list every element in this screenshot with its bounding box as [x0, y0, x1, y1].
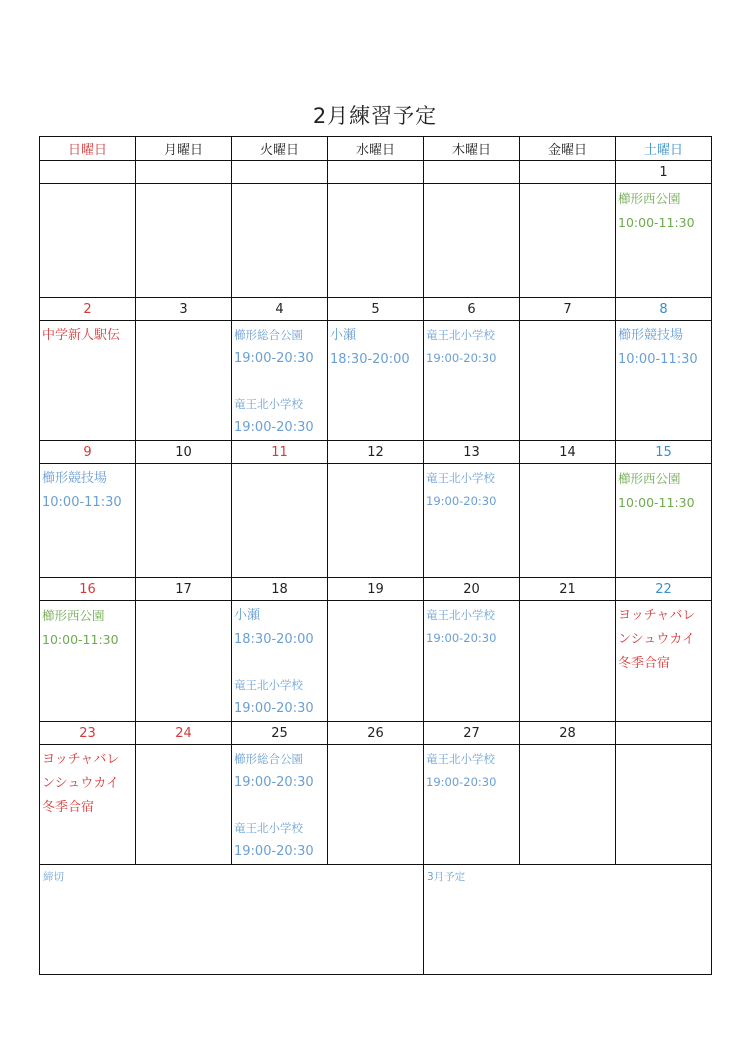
event-cell — [232, 601, 328, 722]
event-cell — [520, 321, 616, 441]
event-cell — [424, 321, 520, 441]
event-time: 19:00-20:30 — [426, 631, 497, 645]
date-cell: 8 — [616, 298, 712, 321]
event-cell — [424, 745, 520, 865]
event-cell — [616, 745, 712, 865]
date-cell: 5 — [328, 298, 424, 321]
event-row — [40, 464, 712, 578]
date-row — [40, 161, 712, 184]
date-cell: 18 — [232, 578, 328, 601]
date-row — [40, 722, 712, 745]
deadline-label: 締切 — [43, 871, 64, 883]
event-time: 10:00-11:30 — [42, 495, 122, 510]
date-cell: 9 — [40, 441, 136, 464]
date-cell: 16 — [40, 578, 136, 601]
event-location: 竜王北小学校 — [234, 821, 303, 835]
event-cell — [232, 745, 328, 865]
date-cell: 21 — [520, 578, 616, 601]
event-cell — [328, 601, 424, 722]
event-location: 竜王北小学校 — [234, 397, 303, 411]
event-cell — [136, 464, 232, 578]
event-cell — [520, 745, 616, 865]
event-cell — [424, 464, 520, 578]
event-cell — [232, 184, 328, 298]
event-time: 10:00-11:30 — [618, 215, 695, 230]
date-cell: 19 — [328, 578, 424, 601]
date-cell: 24 — [136, 722, 232, 745]
event-time: 10:00-11:30 — [618, 495, 695, 510]
date-cell: 15 — [616, 441, 712, 464]
event-time: 19:00-20:30 — [234, 701, 314, 716]
weekday-saturday: 土曜日 — [616, 137, 712, 161]
event-cell — [424, 601, 520, 722]
event-cell — [40, 184, 136, 298]
weekday-thursday: 木曜日 — [424, 137, 520, 161]
date-cell — [616, 722, 712, 745]
next-month-label: 3月予定 — [427, 871, 466, 883]
event-location: 櫛形西公園 — [618, 471, 681, 486]
date-cell: 17 — [136, 578, 232, 601]
date-cell: 3 — [136, 298, 232, 321]
weekday-sunday: 日曜日 — [40, 137, 136, 161]
event-cell — [232, 321, 328, 441]
event-cell — [40, 321, 136, 441]
next-month-box — [424, 865, 712, 975]
event-cell — [40, 464, 136, 578]
date-cell: 14 — [520, 441, 616, 464]
weekday-wednesday: 水曜日 — [328, 137, 424, 161]
event-location: 竜王北小学校 — [426, 608, 495, 622]
event-location: 小瀬 — [330, 328, 357, 343]
date-cell: 1 — [616, 161, 712, 184]
event-location: 櫛形競技場 — [618, 328, 684, 343]
date-cell: 22 — [616, 578, 712, 601]
event-time: 19:00-20:30 — [234, 844, 314, 859]
deadline-box — [40, 865, 424, 975]
event-location: 竜王北小学校 — [234, 678, 303, 692]
event-cell — [232, 464, 328, 578]
event-cell — [40, 601, 136, 722]
page-title: 2月練習予定 — [312, 104, 438, 128]
event-location: 竜王北小学校 — [426, 328, 495, 342]
calendar-table — [39, 136, 712, 975]
footer-row — [40, 865, 712, 975]
event-cell — [616, 601, 712, 722]
date-cell: 13 — [424, 441, 520, 464]
event-cell — [328, 464, 424, 578]
date-cell: 20 — [424, 578, 520, 601]
date-cell: 23 — [40, 722, 136, 745]
event-cell — [616, 321, 712, 441]
date-cell: 25 — [232, 722, 328, 745]
event-location: 櫛形競技場 — [42, 471, 108, 486]
date-cell: 10 — [136, 441, 232, 464]
date-row — [40, 298, 712, 321]
event-location: 櫛形総合公園 — [234, 328, 303, 342]
event-cell — [616, 184, 712, 298]
date-cell: 2 — [40, 298, 136, 321]
event-time: 19:00-20:30 — [426, 494, 497, 508]
date-cell — [424, 161, 520, 184]
event-title: ンシュウカイ — [618, 632, 696, 647]
event-time: 18:30-20:00 — [234, 632, 314, 647]
event-title: ヨッチャバレ — [618, 608, 696, 623]
event-time: 10:00-11:30 — [42, 632, 119, 647]
date-cell: 28 — [520, 722, 616, 745]
event-time: 10:00-11:30 — [618, 352, 698, 367]
event-time: 18:30-20:00 — [330, 352, 410, 367]
event-title: 冬季合宿 — [618, 656, 671, 671]
event-cell — [40, 745, 136, 865]
date-cell — [40, 161, 136, 184]
event-row — [40, 184, 712, 298]
date-cell — [136, 161, 232, 184]
event-cell — [136, 745, 232, 865]
event-cell — [424, 184, 520, 298]
date-cell: 11 — [232, 441, 328, 464]
event-time: 19:00-20:30 — [426, 351, 497, 365]
event-time: 19:00-20:30 — [234, 775, 314, 790]
event-title: ンシュウカイ — [42, 776, 120, 791]
event-row — [40, 601, 712, 722]
date-cell — [520, 161, 616, 184]
event-cell — [328, 321, 424, 441]
weekday-header-row — [40, 137, 712, 161]
date-cell: 4 — [232, 298, 328, 321]
event-cell — [520, 464, 616, 578]
date-cell: 6 — [424, 298, 520, 321]
event-title: 中学新人駅伝 — [42, 328, 121, 343]
event-title: ヨッチャバレ — [42, 752, 120, 767]
date-cell — [328, 161, 424, 184]
event-time: 19:00-20:30 — [426, 775, 497, 789]
event-cell — [616, 464, 712, 578]
event-row — [40, 321, 712, 441]
event-time: 19:00-20:30 — [234, 420, 314, 435]
event-location: 竜王北小学校 — [426, 752, 495, 766]
event-location: 櫛形西公園 — [618, 191, 681, 206]
event-cell — [136, 601, 232, 722]
date-row — [40, 441, 712, 464]
event-cell — [136, 184, 232, 298]
date-cell: 27 — [424, 722, 520, 745]
event-location: 櫛形西公園 — [42, 608, 105, 623]
event-row — [40, 745, 712, 865]
event-cell — [136, 321, 232, 441]
date-cell: 7 — [520, 298, 616, 321]
weekday-tuesday: 火曜日 — [232, 137, 328, 161]
event-location: 小瀬 — [234, 608, 261, 623]
event-title: 冬季合宿 — [42, 800, 95, 815]
event-location: 櫛形総合公園 — [234, 752, 303, 766]
event-cell — [328, 745, 424, 865]
event-cell — [328, 184, 424, 298]
date-row — [40, 578, 712, 601]
weekday-friday: 金曜日 — [520, 137, 616, 161]
event-cell — [520, 601, 616, 722]
date-cell — [232, 161, 328, 184]
date-cell: 12 — [328, 441, 424, 464]
event-cell — [520, 184, 616, 298]
weekday-monday: 月曜日 — [136, 137, 232, 161]
event-time: 19:00-20:30 — [234, 351, 314, 366]
event-location: 竜王北小学校 — [426, 471, 495, 485]
date-cell: 26 — [328, 722, 424, 745]
